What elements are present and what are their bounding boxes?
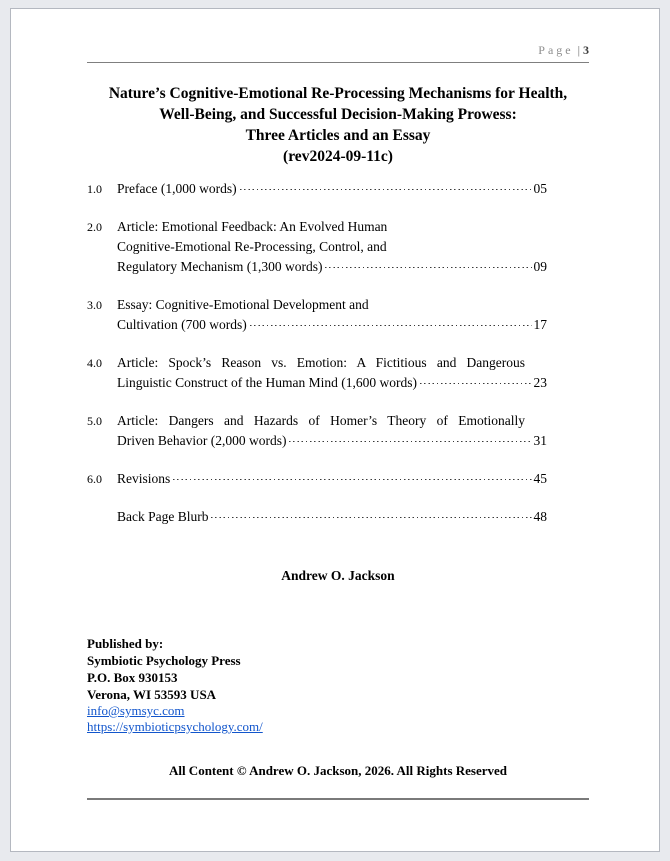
footer-rule	[87, 798, 589, 800]
toc-entry-homers-theory	[87, 411, 547, 451]
toc-entry-essay-development	[87, 295, 547, 335]
document-page	[10, 8, 660, 852]
toc-page-number: 23	[533, 375, 547, 390]
toc-page-number: 48	[533, 509, 547, 524]
document-title	[87, 83, 589, 167]
publisher-po-box: P.O. Box 930153	[87, 670, 178, 685]
toc-page-number: 31	[533, 433, 547, 448]
publisher-block	[87, 635, 589, 735]
page-separator: |	[577, 43, 580, 57]
toc-page-number: 17	[533, 317, 547, 332]
author-name: Andrew O. Jackson	[281, 568, 395, 583]
published-by-label: Published by:	[87, 636, 164, 651]
header-rule	[87, 62, 589, 63]
copyright-notice: All Content © Andrew O. Jackson, 2026. All Rights Reserved	[168, 763, 508, 778]
toc-entry-title-line: Linguistic Construct of the Human Mind (1,600 words)	[117, 375, 417, 390]
toc-entry-number: 6.0	[87, 472, 102, 486]
toc-entry-title: Revisions	[117, 471, 171, 486]
toc-entry-number: 3.0	[87, 298, 102, 312]
toc-page-number: 05	[533, 181, 547, 196]
toc-entry-title-line: Regulatory Mechanism (1,300 words)	[117, 259, 323, 274]
toc-entry-number: 1.0	[87, 182, 102, 196]
publisher-email-link[interactable]: info@symsyc.com	[87, 703, 185, 718]
title-line-1: Nature’s Cognitive-Emotional Re-Processing Mechanisms for Health,	[108, 85, 568, 102]
page-label: Page	[538, 43, 574, 57]
toc-entry-emotional-feedback	[87, 217, 547, 277]
toc-entry-revisions	[87, 469, 547, 489]
title-line-2: Well-Being, and Successful Decision-Making Prowess:	[159, 106, 517, 123]
toc-entry-title-line: Driven Behavior (2,000 words)	[117, 433, 287, 448]
toc-entry-preface	[87, 179, 547, 199]
publisher-website-link[interactable]: https://symbioticpsychology.com/	[87, 719, 263, 734]
publisher-name: Symbiotic Psychology Press	[87, 653, 241, 668]
toc-entry-title: Back Page Blurb	[117, 509, 209, 524]
page-header	[87, 43, 589, 59]
toc-entry-title-line: Cultivation (700 words)	[117, 317, 247, 332]
publisher-city: Verona, WI 53593 USA	[87, 687, 217, 702]
toc-page-number: 09	[533, 259, 547, 274]
toc-entry-number: 2.0	[87, 220, 102, 234]
toc-entry-back-page-blurb	[87, 507, 547, 527]
toc-entry-title: Preface (1,000 words)	[117, 181, 237, 196]
page-number: 3	[583, 43, 589, 57]
toc-entry-number: 5.0	[87, 414, 102, 428]
title-line-3: Three Articles and an Essay	[245, 127, 431, 144]
toc-page-number: 45	[533, 471, 547, 486]
toc-entry-title-line: Article: Emotional Feedback: An Evolved Human	[117, 219, 388, 234]
toc-entry-title-line: Article: Dangers and Hazards of Homer’s Theory of Emotionally	[117, 413, 525, 428]
toc-entry-title-line: Essay: Cognitive-Emotional Development and	[117, 297, 369, 312]
toc-entry-spocks-reason	[87, 353, 547, 393]
toc-entry-number: 4.0	[87, 356, 102, 370]
table-of-contents	[87, 179, 589, 527]
toc-entry-number	[87, 507, 117, 527]
toc-entry-title-line: Article: Spock’s Reason vs. Emotion: A Fictitious and Dangerous	[117, 355, 525, 370]
toc-entry-title-line: Cognitive-Emotional Re-Processing, Control, and	[117, 239, 387, 254]
title-line-4: (rev2024-09-11c)	[283, 148, 393, 165]
